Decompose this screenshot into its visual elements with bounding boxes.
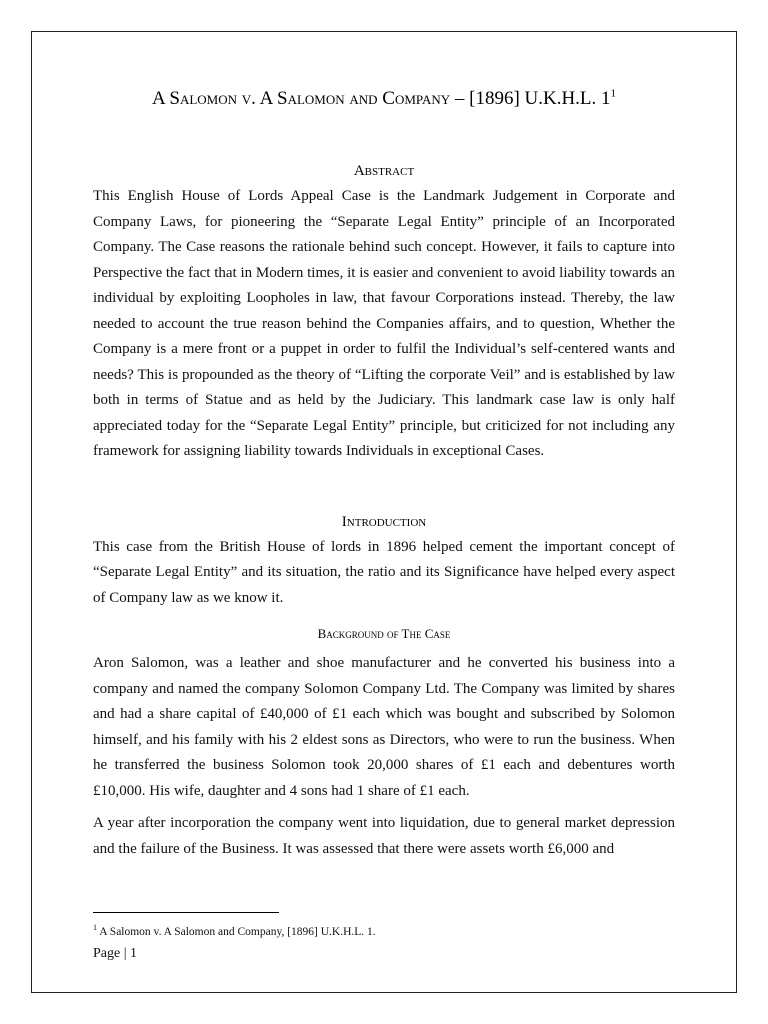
background-heading: Background of The Case <box>317 626 451 641</box>
footnote-separator <box>93 912 279 913</box>
liquidation-paragraph: A year after incorporation the company went into liquidation, due to general market depression and the failure of the Business. It was assessed that there were assets worth £6,000 and <box>93 815 675 857</box>
footnote-text: A Salomon v. A Salomon and Company, [1896] U.K.H.L. 1. <box>99 925 376 938</box>
document-body <box>93 84 675 862</box>
abstract-paragraph: This English House of Lords Appeal Case is the Landmark Judgement in Corporate and Company Laws, for pioneering the “Separate Legal Entity” principle of an Incorporated Company. The Case reasons the rationale behind such concept. However, it fails to capture into Perspective the fact that in Modern times, it is easier and convenient to avoid liability towards an individual by exploiting Loopholes in law, that favour Corporations instead. Thereby, the law needed to account the true reason behind the Companies affairs, and to question, Whether the Company is a mere front or a puppet in order to fulfil the Individual’s self-centered wants and needs? This is propounded as the theory of “Lifting the corporate Veil” and is established by law both in terms of Statue and as held by the Judiciary. This landmark case law is only half appreciated today for the “Separate Legal Entity” principle, but criticized for not including any framework for assigning liability towards Individuals in exceptional Cases. <box>93 188 675 459</box>
footnote-marker: 1 <box>93 923 97 932</box>
background-paragraph: Aron Salomon, was a leather and shoe manufacturer and he converted his business into a company and named the company Solomon Company Ltd. The Company was limited by shares and had a share capital of £40,000 of £1 each which was bought and subscribed by Solomon himself, and his family with his 2 eldest sons as Directors, who were to run the business. When he transferred the business Solomon took 20,000 shares of £1 each and debentures worth £10,000. His wife, daughter and 4 sons had 1 share of £1 each. <box>93 655 675 799</box>
abstract-heading: Abstract <box>353 163 415 179</box>
title-footnote-marker: 1 <box>610 87 617 100</box>
footnote <box>93 920 376 940</box>
page-number: Page | 1 <box>93 946 138 961</box>
document-title <box>93 84 675 114</box>
document-title-text: A Salomon v. A Salomon and Company – [1896] U.K.H.L. 1 <box>151 88 611 109</box>
introduction-heading: Introduction <box>341 513 427 530</box>
introduction-paragraph: This case from the British House of lords in 1896 helped cement the important concept of “Separate Legal Entity” and its situation, the ratio and its Significance have helped every aspect of Company law as we know it. <box>93 538 675 606</box>
